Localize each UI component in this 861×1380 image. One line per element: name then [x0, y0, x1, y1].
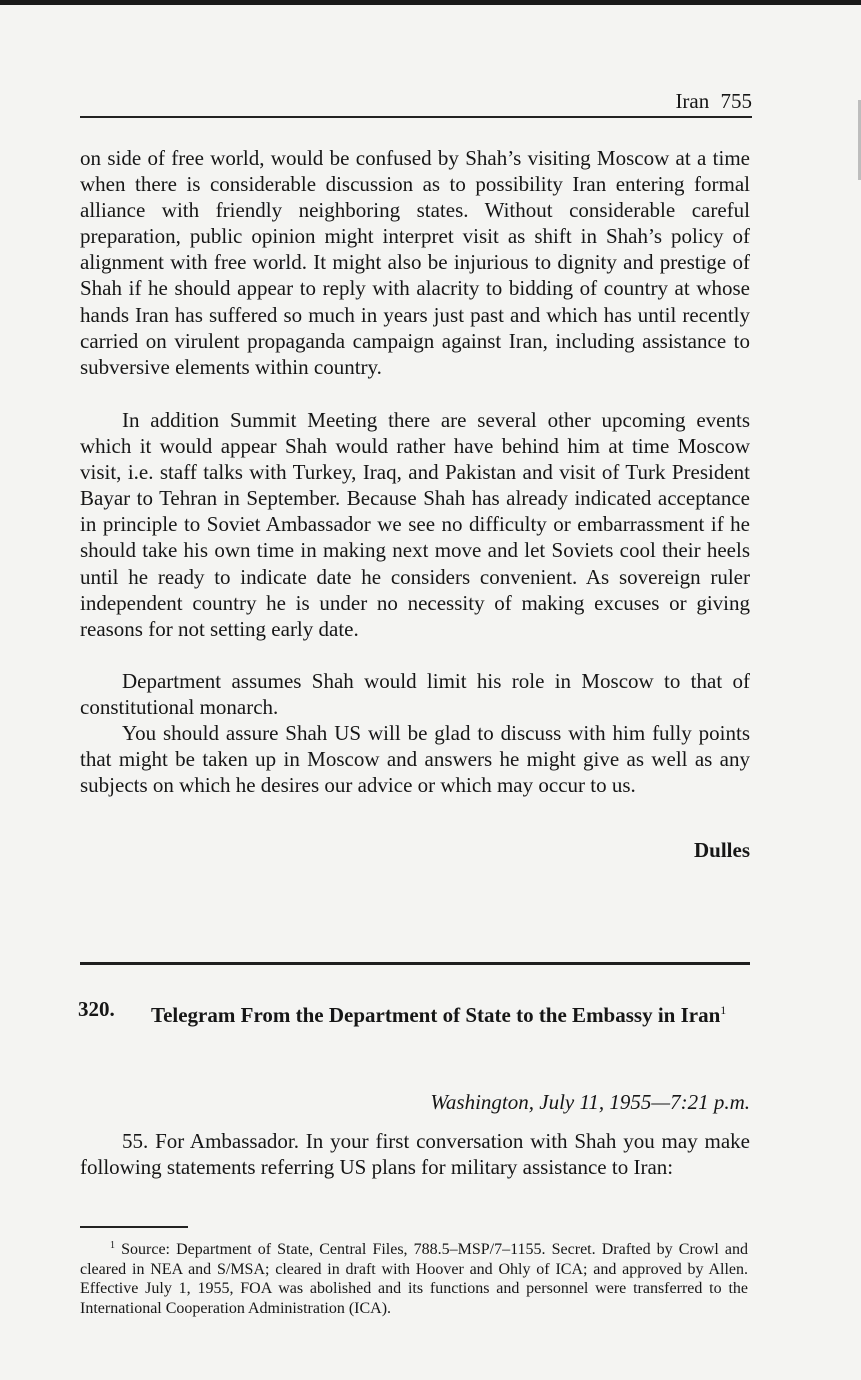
- document-number: 320.: [78, 997, 115, 1021]
- running-header-text: [675, 89, 752, 114]
- footnote-reference: 1: [720, 1003, 727, 1017]
- paragraph-summit: In addition Summit Meeting there are several other upcoming events which it would appear Shah would rather have behind him at time Moscow visit, i.e. staff talks with Turkey, Iraq, and Pakistan and visit of Turk President Bayar to Tehran in September. Because Shah has already indicated acceptance in principle to Soviet Ambassador we see no difficulty or embarrassment if he should take his own time in making next move and let Soviets cool their heels until he ready to indicate date he considers convenient. As sovereign ruler independent country he is under no necessity of making excuses or giving reasons for not setting early date.: [80, 408, 750, 641]
- document-title-text: Telegram From the Department of State to the Embassy in Iran: [151, 1003, 721, 1027]
- section-divider: [80, 962, 750, 965]
- header-section: Iran: [675, 89, 710, 113]
- footnote-divider: [80, 1226, 188, 1228]
- footnote-text: Source: Department of State, Central Files, 788.5–MSP/7–1155. Secret. Drafted by Crowl and cleared in NEA and S/MSA; cleared in draft with Hoover and Ohly of ICA; and approved by Allen. Effective July 1, 1955, FOA was abolished and its functions and personnel were transferred to the International Cooperation Administration (ICA).: [80, 1241, 748, 1317]
- footnote-indent: [80, 1241, 110, 1258]
- dateline: Washington, July 11, 1955—7:21 p.m.: [430, 1090, 750, 1114]
- paragraph-assure: You should assure Shah US will be glad to discuss with him fully points that might be taken up in Moscow and answers he might give as well as any subjects on which he desires our advice or which may occur to us.: [80, 721, 750, 798]
- running-header: [80, 88, 752, 118]
- page-number: 755: [720, 89, 752, 113]
- paragraph-continued: on side of free world, would be confused by Shah’s visiting Moscow at a time when there is considerable discussion as to possibility Iran entering formal alliance with friendly neighboring states. Without considerable careful preparation, public opinion might interpret visit as shift in Shah’s policy of alignment with free world. It might also be injurious to dignity and prestige of Shah if he should appear to reply with alacrity to bidding of country at whose hands Iran has suffered so much in years just past and which has until recently carried on virulent propaganda campaign against Iran, including assistance to subversive elements within country.: [80, 146, 750, 379]
- signature: Dulles: [693, 838, 750, 862]
- footnote: [80, 1236, 748, 1318]
- telegram-opening-paragraph: 55. For Ambassador. In your first conversation with Shah you may make following statements referring US plans for military assistance to Iran:: [80, 1129, 750, 1180]
- paragraph-department: Department assumes Shah would limit his role in Moscow to that of constitutional monarch.: [80, 669, 750, 720]
- document-title: [151, 997, 751, 1028]
- page-top-edge: [0, 0, 861, 5]
- footnote-marker: 1: [110, 1240, 115, 1251]
